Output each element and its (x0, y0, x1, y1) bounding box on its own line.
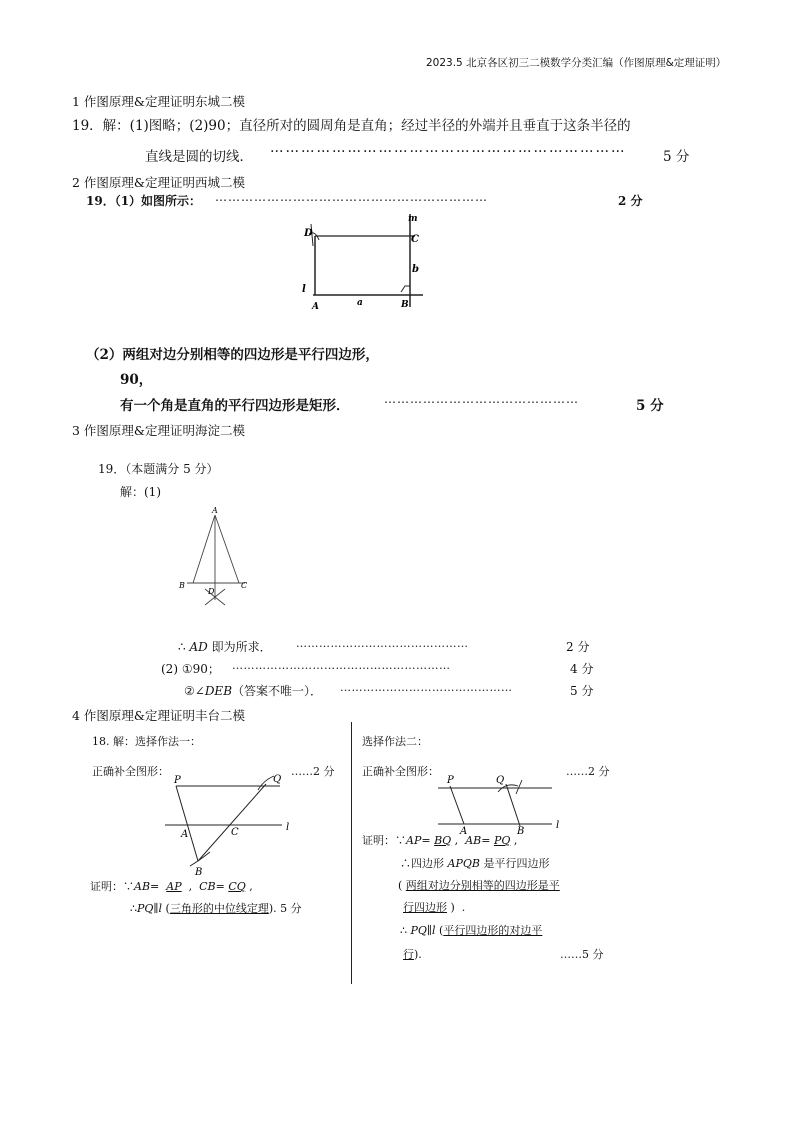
s3-result-3-score: 5 分 (570, 684, 594, 698)
label-C: C (231, 827, 239, 838)
s4-left-heading: 18. 解：选择作法一： (92, 735, 201, 748)
label-P: P (174, 775, 181, 786)
s2-answer-3-score: 5 分 (636, 398, 664, 414)
label-B: B (517, 826, 525, 837)
s4-right-proof-4-score: ……5 分 (560, 948, 604, 961)
label-D: D (208, 587, 215, 596)
s4-right-proof-4a: ∴ PQ∥l (平行四边形的对边平 (400, 924, 543, 937)
dot-leader: ……………………………………… (296, 637, 469, 650)
s3-result-1-score: 2 分 (566, 640, 590, 654)
dot-leader: …………………………………………………………… (270, 140, 627, 156)
label-D: D (304, 228, 313, 239)
s3-question: 19．（本题满分 5 分） (98, 462, 219, 476)
s3-result-2: (2) ①90； (161, 662, 220, 676)
s4-right-heading: 选择作法二： (362, 735, 428, 748)
s3-solution-label: 解：(1) (120, 485, 161, 499)
s3-result-3: ②∠DEB（答案不唯一）． (184, 684, 323, 698)
method-2-figure (430, 772, 570, 837)
label-B: B (195, 867, 203, 878)
label-l: l (556, 820, 560, 831)
s4-right-figure-score: ……2 分 (566, 765, 610, 778)
method-1-figure (160, 772, 295, 877)
isosceles-triangle-figure (175, 505, 260, 615)
rectangle-construction-figure (295, 212, 435, 317)
label-l: l (302, 284, 306, 295)
s4-right-proof-1: 证明：∵AP= BQ , AB= PQ , (362, 834, 518, 847)
s2-answer-3: 有一个角是直角的平行四边形是矩形． (120, 398, 350, 414)
label-A: A (181, 829, 189, 840)
s2-answer-1: （2）两组对边分别相等的四边形是平行四边形， (86, 347, 379, 363)
s4-right-figure-label: 正确补全图形： (362, 765, 439, 778)
s4-right-proof-4b: 行). (403, 948, 422, 961)
s4-left-figure-label: 正确补全图形： (92, 765, 169, 778)
label-m: m (408, 214, 418, 224)
section-1-title: 1 作图原理&定理证明东城二模 (72, 94, 246, 109)
section-4-title: 4 作图原理&定理证明丰台二模 (72, 708, 246, 723)
s1-answer-line1: 19．解：(1)图略；(2)90；直径所对的圆周角是直角；经过半径的外端并且垂直于这条半径的 (72, 118, 631, 134)
dot-leader: ……………………………………… (340, 681, 513, 694)
label-A: A (312, 302, 319, 312)
label-P: P (447, 775, 454, 786)
label-l: l (286, 822, 290, 833)
label-C: C (241, 581, 248, 590)
label-b: b (412, 264, 419, 275)
dot-leader: ……………………………………… (384, 392, 579, 406)
label-Q: Q (496, 775, 505, 786)
section-3-title: 3 作图原理&定理证明海淀二模 (72, 423, 246, 438)
s1-answer-line2: 直线是圆的切线． (145, 149, 253, 165)
dot-leader: ……………………………………………………… (215, 190, 488, 204)
s2-q1-score: 2 分 (618, 194, 643, 208)
s4-right-proof-3b: 行四边形 ) . (403, 901, 466, 914)
s1-score: 5 分 (663, 149, 690, 165)
label-Q: Q (273, 774, 282, 785)
s2-question-1: 19．（1）如图所示： (86, 194, 202, 208)
s4-left-proof-2: ∴PQ∥l (三角形的中位线定理). 5 分 (130, 902, 302, 915)
s3-result-2-score: 4 分 (570, 662, 594, 676)
label-a: a (357, 298, 363, 308)
column-divider (351, 722, 352, 984)
s2-answer-2: 90， (120, 372, 153, 388)
s4-right-proof-2: ∴四边形 APQB 是平行四边形 (400, 857, 550, 870)
s4-right-proof-3a: ( 两组对边分别相等的四边形是平 (398, 879, 560, 892)
dot-leader: ………………………………………………… (232, 659, 451, 672)
label-A: A (212, 506, 218, 515)
s4-left-proof-1: 证明：∵AB= AP , CB= CQ , (90, 880, 253, 893)
page-header: 2023.5 北京各区初三二模数学分类汇编（作图原理&定理证明） (426, 57, 727, 69)
label-B: B (401, 300, 409, 310)
section-2-title: 2 作图原理&定理证明西城二模 (72, 175, 246, 190)
label-B: B (179, 581, 185, 590)
s4-left-figure-score: ……2 分 (291, 765, 335, 778)
s3-result-1: ∴ AD 即为所求． (178, 640, 272, 654)
label-C: C (411, 234, 419, 245)
label-A: A (460, 826, 468, 837)
